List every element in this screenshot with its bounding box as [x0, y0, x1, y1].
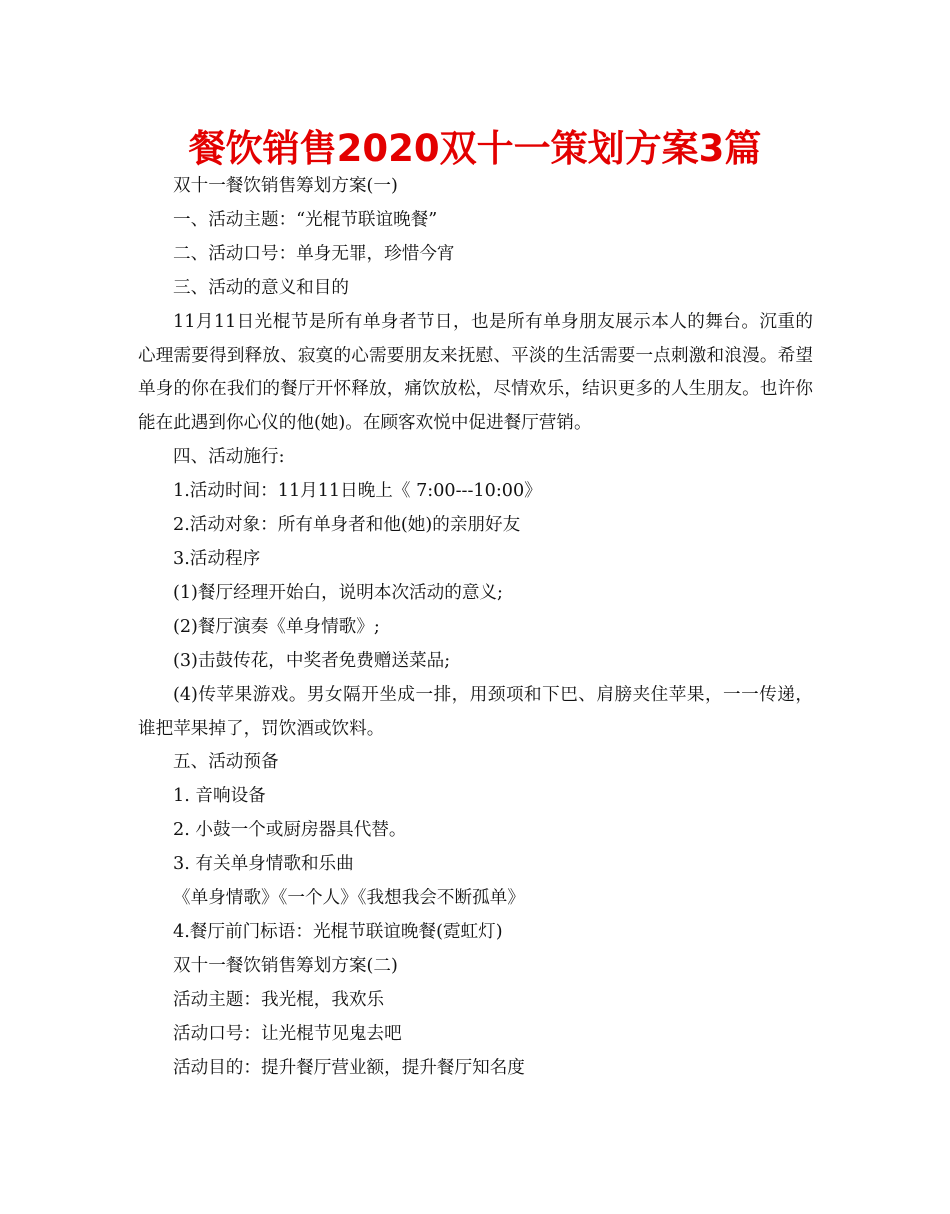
section-meaning-heading: 三、活动的意义和目的 [173, 277, 349, 298]
preparation-item-3: 3. 有关单身情歌和乐曲 [173, 854, 354, 875]
document-title: 餐饮销售2020双十一策划方案3篇 [188, 127, 762, 170]
document-body [138, 170, 813, 1085]
preparation-item-2: 2. 小鼓一个或厨房器具代替。 [173, 820, 407, 841]
plan-one-heading: 双十一餐饮销售筹划方案(一) [173, 176, 398, 196]
plan-two-purpose: 活动目的：提升餐厅营业额，提升餐厅知名度 [173, 1057, 525, 1078]
activity-program-heading: 3.活动程序 [173, 548, 261, 569]
plan-two-slogan: 活动口号：让光棍节见鬼去吧 [173, 1023, 402, 1044]
program-step-2: (2)餐厅演奏《单身情歌》; [173, 616, 380, 637]
activity-time: 1.活动时间：11月11日晚上《 7:00---10:00》 [173, 481, 542, 502]
section-implementation-heading: 四、活动施行: [173, 447, 285, 468]
program-step-1: (1)餐厅经理开始白，说明本次活动的意义; [173, 582, 503, 603]
plan-two-theme: 活动主题：我光棍，我欢乐 [173, 989, 385, 1010]
activity-audience: 2.活动对象：所有单身者和他(她)的亲朋好友 [173, 515, 521, 536]
activity-slogan: 二、活动口号：单身无罪，珍惜今宵 [173, 243, 455, 264]
song-list: 《单身情歌》《一个人》《我想我会不断孤单》 [173, 888, 525, 909]
preparation-item-4: 4.餐厅前门标语：光棍节联谊晚餐(霓虹灯) [173, 921, 503, 942]
meaning-paragraph: 11月11日光棍节是所有单身者节日，也是所有单身朋友展示本人的舞台。沉重的心理需要得到释放、寂寞的心需要朋友来抚慰、平淡的生活需要一点刺激和浪漫。希望单身的你在我们的餐厅开怀释放，痛饮放松，尽情欢乐，结识更多的人生朋友。也许你能在此遇到你心仪的他(她)。在顾客欢悦中促进餐厅营销。 [138, 311, 813, 434]
section-preparation-heading: 五、活动预备 [173, 752, 279, 773]
program-step-4: (4)传苹果游戏。男女隔开坐成一排，用颈项和下巴、肩膀夹住苹果，一一传递，谁把苹果掉了，罚饮酒或饮料。 [138, 684, 813, 739]
plan-two-heading: 双十一餐饮销售筹划方案(二) [173, 955, 398, 976]
program-step-3: (3)击鼓传花，中奖者免费赠送菜品; [173, 650, 451, 671]
activity-theme: 一、活动主题：“光棍节联谊晚餐” [173, 209, 438, 230]
preparation-item-1: 1. 音响设备 [173, 786, 266, 807]
